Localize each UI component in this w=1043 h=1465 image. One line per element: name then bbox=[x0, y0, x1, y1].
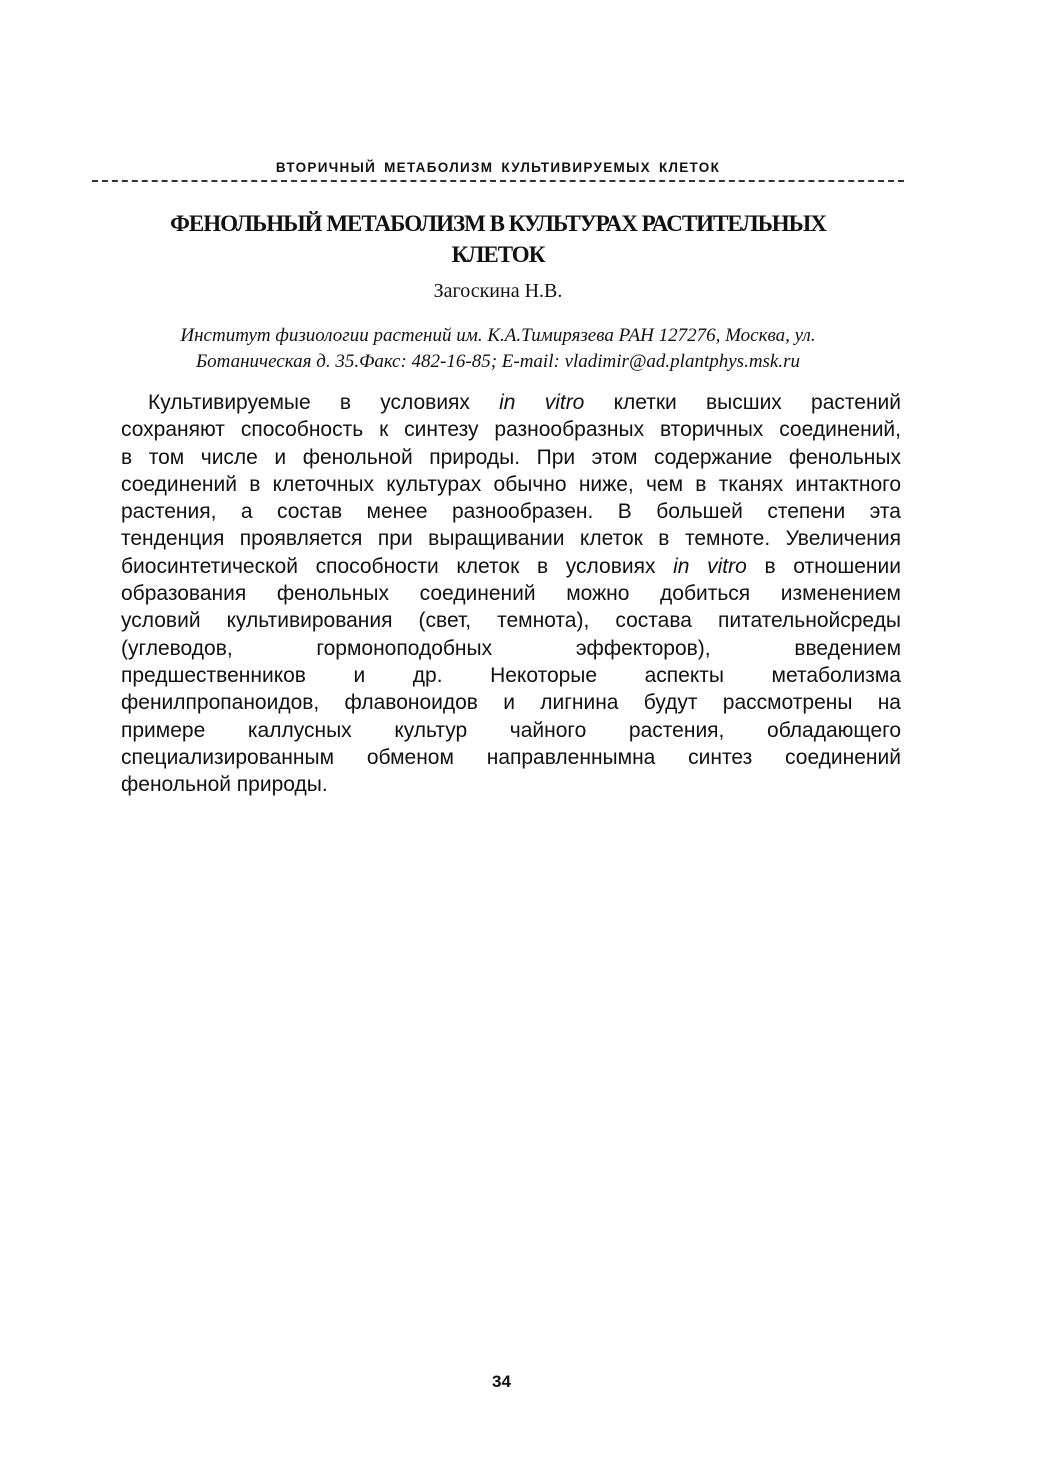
body-line: образования фенольных соединений можно добиться изменением bbox=[121, 582, 901, 606]
body-line: в том числе и фенольной природы. При этом содержание фенольных bbox=[121, 445, 901, 469]
article-title-line-1: ФЕНОЛЬНЫЙ МЕТАБОЛИЗМ В КУЛЬТУРАХ РАСТИТЕЛЬНЫХ bbox=[170, 211, 826, 236]
article-title bbox=[100, 208, 896, 270]
body-line: фенилпропаноидов, флавоноидов и лигнина будут рассмотрены на bbox=[121, 691, 901, 715]
author-name: Загоскина Н.В. bbox=[433, 280, 563, 302]
author-affiliation bbox=[100, 323, 896, 375]
affiliation-line-2: Ботаническая д. 35.Факс: 482-16-85; E-mail: vladimir@ad.plantphys.msk.ru bbox=[195, 351, 801, 372]
running-header: ВТОРИЧНЫЙ МЕТАБОЛИЗМ КУЛЬТИВИРУЕМЫХ КЛЕТОК bbox=[275, 160, 721, 175]
body-text-segment: клетки высших растений bbox=[584, 391, 901, 414]
body-text-segment: в отношении bbox=[746, 554, 901, 578]
article-title-line-2: КЛЕТОК bbox=[451, 242, 545, 267]
body-line: тенденция проявляется при выращивании клеток в темноте. Увеличения bbox=[121, 527, 901, 551]
body-line: сохраняют способность к синтезу разнообразных вторичных соединений, bbox=[121, 418, 901, 442]
body-line: специализированным обменом направленнымна синтез соединений bbox=[121, 745, 901, 769]
page-number: 34 bbox=[492, 1372, 511, 1391]
body-line: предшественников и др. Некоторые аспекты метаболизма bbox=[121, 663, 901, 687]
body-line: примере каллусных культур чайного растения, обладающего bbox=[121, 718, 901, 742]
body-italic-term: in vitro bbox=[673, 554, 747, 578]
body-text-segment: биосинтетической способности клеток в условиях bbox=[121, 554, 674, 578]
body-line: растения, а состав менее разнообразен. В большей степени эта bbox=[121, 500, 901, 524]
header-divider bbox=[92, 180, 904, 182]
body-line: соединений в клеточных культурах обычно ниже, чем в тканях интактного bbox=[121, 472, 901, 496]
abstract-body bbox=[121, 389, 901, 798]
body-line: фенольной природы. bbox=[121, 773, 328, 797]
body-line bbox=[121, 553, 901, 580]
body-line: (углеводов, гормоноподобных эффекторов), введением bbox=[121, 636, 901, 660]
body-line bbox=[121, 389, 901, 416]
body-line: условий культивирования (свет, темнота), состава питательнойсреды bbox=[121, 609, 901, 633]
affiliation-line-1: Институт физиологии растений им. К.А.Тимирязева РАН 127276, Москва, ул. bbox=[180, 325, 816, 346]
body-text-segment: Культивируемые в условиях bbox=[148, 391, 500, 414]
body-italic-term: in vitro bbox=[499, 391, 585, 414]
